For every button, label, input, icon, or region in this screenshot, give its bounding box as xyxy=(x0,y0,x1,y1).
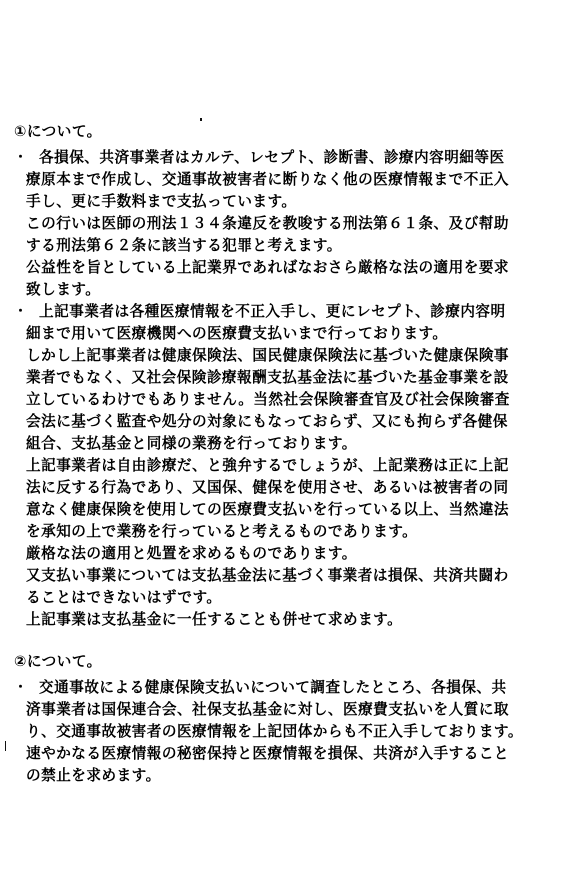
section-1-para-1-line: この行いは医師の刑法１３４条違反を教唆する刑法第６１条、及び幇助 xyxy=(26,215,510,232)
section-1-heading: ①について。 xyxy=(14,123,102,140)
section-2-para-1-line: 済事業者は国保連合会、社保支払基金に対し、医療費支払いを人質に取 xyxy=(26,701,510,718)
section-1-para-1-line: 致します。 xyxy=(26,281,101,298)
section-1-para-2-line: しかし上記事業者は健康保険法、国民健康保険法に基づいた健康保険事 xyxy=(26,347,510,364)
section-2-para-1-line: り、交通事故被害者の医療情報を上記団体からも不正入手しております。 xyxy=(26,723,523,740)
section-1-para-2-line: 組合、支払基金と同様の業務を行っております。 xyxy=(26,435,357,452)
section-1-para-1-line: 療原本まで作成し、交通事故被害者に断りなく他の医療情報まで不正入 xyxy=(26,171,510,188)
bullet-marker: ・ xyxy=(14,150,28,165)
section-1-para-2-line: 又支払い事業については支払基金法に基づく事業者は損保、共済共闘わ xyxy=(26,567,509,584)
section-1-para-2-line: ることはできないはずです。 xyxy=(26,589,222,606)
bullet-marker: ・ xyxy=(14,680,28,695)
section-1-para-2-line: 上記事業者は各種医療情報を不正入手し、更にレセプト、診療内容明 xyxy=(39,303,506,320)
section-1-para-1-line: 各損保、共済事業者はカルテ、レセプト、診断書、診療内容明細等医 xyxy=(39,149,505,166)
section-1-para-2-line: 法に反する行為であり、又国保、健保を使用させ、あるいは被害者の同 xyxy=(26,479,509,496)
section-1-para-2-line: を承知の上で業務を行っていると考えるものであります。 xyxy=(26,523,418,540)
section-2-para-1-line: 速やかなる医療情報の秘密保持と医療情報を損保、共済が入手すること xyxy=(26,745,510,762)
scan-speck xyxy=(5,741,6,751)
section-1-para-2-line: 立しているわけでもありません。当然社会保険審査官及び社会保険審査 xyxy=(26,391,510,408)
section-1-para-2-line: 上記事業は支払基金に一任することも併せて求めます。 xyxy=(26,611,403,628)
section-1-para-1-line: する刑法第６２条に該当する犯罪と考えます。 xyxy=(26,237,342,254)
section-2-heading: ②について。 xyxy=(14,653,102,670)
bullet-marker: ・ xyxy=(14,304,28,319)
scan-speck xyxy=(200,118,202,121)
section-2-para-1-line: の禁止を求めます。 xyxy=(26,767,161,784)
section-1-para-1-line: 公益性を旨としている上記業界であればなおさら厳格な法の適用を要求 xyxy=(26,259,510,276)
section-1-para-2-line: 厳格な法の適用と処置を求めるものであります。 xyxy=(26,545,357,562)
section-1-para-1-line: 手し、更に手数料まで支払っています。 xyxy=(26,193,297,210)
section-1-para-2-line: 会法に基づく監査や処分の対象にもなっておらず、又にも拘らず各健保 xyxy=(26,413,508,430)
section-1-para-2-line: 意なく健康保険を使用しての医療費支払いを行っている以上、当然違法 xyxy=(26,501,510,518)
section-1-para-2-line: 上記事業者は自由診療だ、と強弁するでしょうが、上記業務は正に上記 xyxy=(26,457,509,474)
section-1-para-2-line: 業者でもなく、又社会保険診療報酬支払基金法に基づいた基金事業を設 xyxy=(26,369,509,386)
section-2-para-1-line: 交通事故による健康保険支払いについて調査したところ、各損保、共 xyxy=(39,679,507,696)
section-1-para-2-line: 細まで用いて医療機関への医療費支払いまで行っております。 xyxy=(26,325,448,342)
